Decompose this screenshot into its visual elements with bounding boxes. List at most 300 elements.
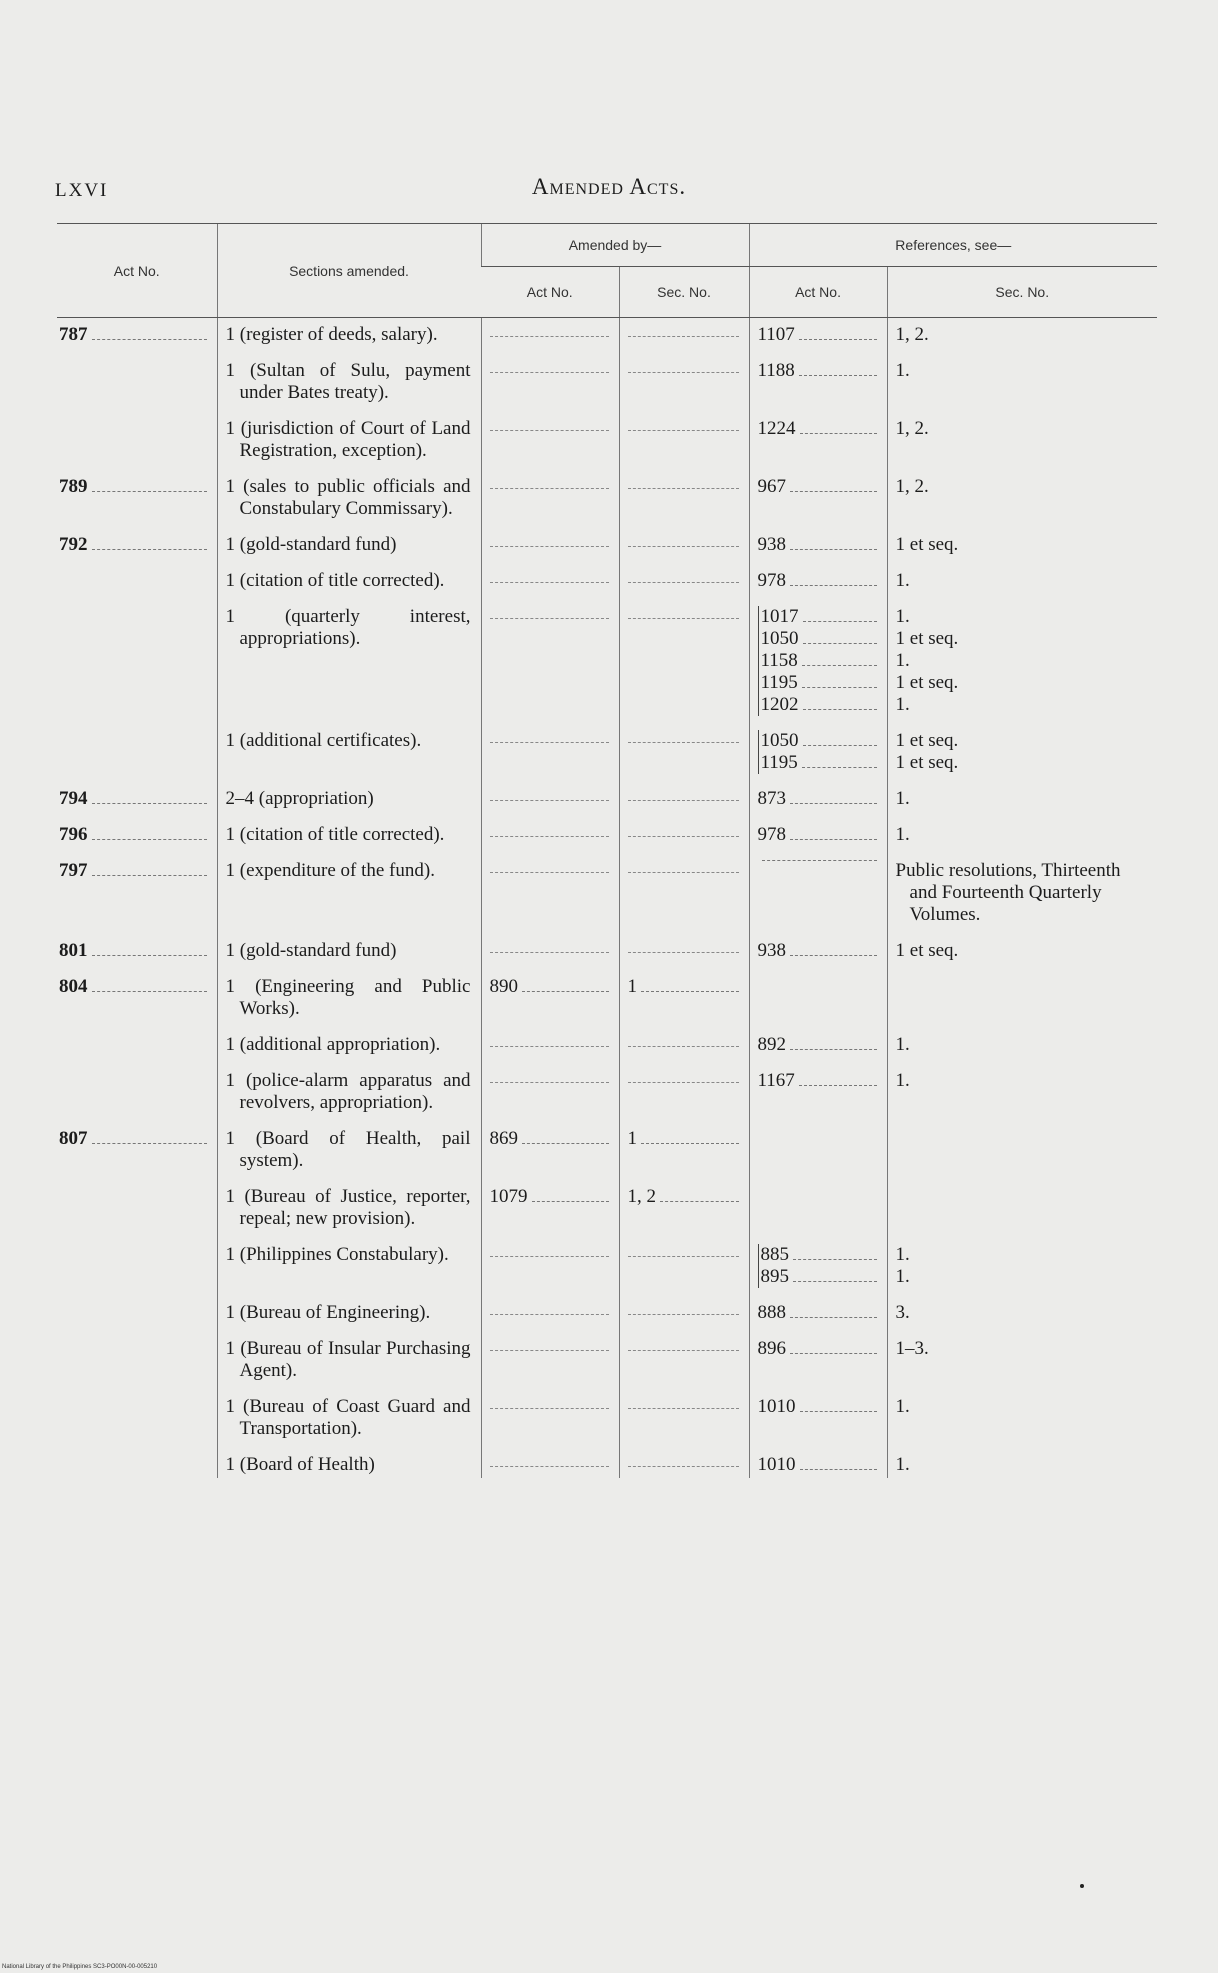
leader-dots: [790, 585, 877, 586]
ref-sec-cell: [887, 1332, 1157, 1390]
leader-dots: [802, 687, 877, 688]
ref-act-number: 1050: [760, 628, 799, 649]
section-amended-cell: [217, 854, 481, 934]
leader-dots: [799, 1085, 877, 1086]
ref-act-number: 1202: [760, 694, 799, 715]
amended-act-cell: [481, 1180, 619, 1238]
act-number-cell: [57, 1332, 217, 1390]
amended-act-cell: [481, 782, 619, 818]
leader-dots: [762, 860, 877, 861]
amended-sec-cell: [619, 818, 749, 854]
act-number: 789: [59, 476, 88, 497]
dashed-blank: [490, 788, 609, 801]
section-amended-text: 1 (register of deeds, salary).: [225, 324, 438, 345]
section-amended-text: 1 (Bureau of Justice, reporter, repeal; new provision).: [225, 1186, 471, 1229]
amended-sec-cell: [619, 412, 749, 470]
amended-act-cell: [481, 1332, 619, 1390]
dashed-blank: [490, 1454, 609, 1467]
leader-dots: [641, 1143, 739, 1144]
dashed-blank: [628, 418, 739, 431]
ref-act-cell: [749, 1238, 887, 1296]
table-body: [57, 318, 1157, 1479]
section-amended-cell: [217, 528, 481, 564]
ref-sec-number: 1 et seq.: [895, 730, 959, 751]
amended-sec-cell: [619, 970, 749, 1028]
ref-act-number: 895: [760, 1266, 790, 1287]
leader-dots: [92, 1143, 207, 1144]
ref-act-number: 1224: [757, 418, 796, 439]
ref-sec-number: 1.: [895, 360, 910, 381]
leader-dots: [92, 549, 207, 550]
leader-dots: [790, 1317, 877, 1318]
ref-sec-cell: [887, 600, 1157, 724]
dashed-blank: [628, 476, 739, 489]
ref-sec-number: 1.: [895, 1070, 910, 1091]
ref-sec-cell: [887, 1296, 1157, 1332]
leader-dots: [803, 709, 877, 710]
section-amended-cell: [217, 1390, 481, 1448]
ref-sec-cell: [887, 1122, 1157, 1180]
ref-sec-number: 1.: [895, 1244, 910, 1265]
amended-act-cell: [481, 934, 619, 970]
ref-sec-number: 1.: [895, 1034, 910, 1055]
dashed-blank: [490, 1338, 609, 1351]
reference-note: Public resolutions, Thirteenth and Fourteenth Quarterly Volumes.: [895, 860, 1121, 925]
dashed-blank: [490, 476, 609, 489]
ref-act-number: 938: [757, 940, 787, 961]
amended-sec-cell: [619, 470, 749, 528]
dashed-blank: [628, 730, 739, 743]
leader-dots: [790, 839, 877, 840]
ref-act-cell: [749, 818, 887, 854]
act-number-cell: [57, 1180, 217, 1238]
ref-act-cell: [749, 1390, 887, 1448]
act-number-cell: [57, 1064, 217, 1122]
amended-act-cell: [481, 318, 619, 355]
ref-act-number: 1107: [757, 324, 795, 345]
section-amended-text: 1 (Board of Health, pail system).: [225, 1128, 471, 1171]
table-row: [57, 354, 1157, 412]
dashed-blank: [490, 730, 609, 743]
dashed-blank: [628, 534, 739, 547]
amended-act-cell: [481, 724, 619, 782]
amended-act-cell: [481, 1390, 619, 1448]
ref-sec-cell: [887, 1238, 1157, 1296]
section-amended-cell: [217, 782, 481, 818]
ref-sec-number: 1 et seq.: [895, 628, 959, 649]
leader-dots: [92, 955, 207, 956]
dashed-blank: [490, 570, 609, 583]
leader-dots: [790, 803, 877, 804]
act-number: 807: [59, 1128, 88, 1149]
dashed-blank: [628, 324, 739, 337]
amended-sec-cell: [619, 1028, 749, 1064]
act-number: 794: [59, 788, 88, 809]
dashed-blank: [628, 606, 739, 619]
table-row: [57, 1180, 1157, 1238]
section-amended-text: 1 (citation of title corrected).: [225, 570, 445, 591]
amended-sec-cell: [619, 1064, 749, 1122]
dashed-blank: [490, 1070, 609, 1083]
ref-act-cell: [749, 934, 887, 970]
section-amended-text: 1 (Sultan of Sulu, payment under Bates treaty).: [225, 360, 471, 403]
dashed-blank: [628, 360, 739, 373]
dashed-blank: [628, 570, 739, 583]
act-number: 787: [59, 324, 88, 345]
table-row: [57, 1122, 1157, 1180]
section-amended-cell: [217, 1448, 481, 1478]
ref-sec-cell: [887, 1028, 1157, 1064]
amended-act-cell: [481, 528, 619, 564]
amended-sec-cell: [619, 724, 749, 782]
section-amended-cell: [217, 354, 481, 412]
leader-dots: [803, 643, 877, 644]
leader-dots: [92, 839, 207, 840]
table-row: [57, 854, 1157, 934]
leader-dots: [92, 339, 207, 340]
ref-act-number: 1195: [760, 672, 798, 693]
ref-act-cell: [749, 1028, 887, 1064]
act-number-cell: [57, 564, 217, 600]
ref-sec-number: 1.: [895, 570, 910, 591]
leader-dots: [522, 1143, 609, 1144]
act-number: 792: [59, 534, 88, 555]
section-amended-cell: [217, 818, 481, 854]
dashed-blank: [628, 1396, 739, 1409]
table-row: [57, 1296, 1157, 1332]
header-amended-by: Amended by—: [481, 224, 749, 267]
dashed-blank: [628, 1244, 739, 1257]
ref-act-cell: [749, 470, 887, 528]
amended-sec-cell: [619, 1296, 749, 1332]
amended-sec-cell: [619, 600, 749, 724]
leader-dots: [799, 375, 877, 376]
table-row: [57, 1448, 1157, 1478]
leader-dots: [641, 991, 739, 992]
page-folio: LXVI: [55, 180, 109, 201]
ref-sec-cell: [887, 724, 1157, 782]
section-amended-cell: [217, 1028, 481, 1064]
ref-sec-number: 1 et seq.: [895, 752, 959, 773]
amended-act-cell: [481, 470, 619, 528]
ink-speck: [1080, 1884, 1084, 1888]
amended-act-cell: [481, 412, 619, 470]
ref-act-number: 1010: [757, 1396, 796, 1417]
leader-dots: [803, 745, 877, 746]
leader-dots: [802, 767, 877, 768]
amended-act-cell: [481, 1064, 619, 1122]
amended-act-cell: [481, 818, 619, 854]
dashed-blank: [628, 940, 739, 953]
act-number-cell: [57, 970, 217, 1028]
table-row: [57, 1238, 1157, 1296]
amended-sec-cell: [619, 528, 749, 564]
ref-act-number: 1167: [757, 1070, 795, 1091]
section-amended-cell: [217, 1238, 481, 1296]
amended-acts-table: [57, 223, 1157, 1478]
footer-credit: National Library of the Philippines SC3-PO00N-00-005210: [2, 1964, 158, 1970]
act-number-cell: [57, 1390, 217, 1448]
header-ref-act-no: Act No.: [749, 267, 887, 318]
amended-sec-cell: [619, 782, 749, 818]
act-number-cell: [57, 1028, 217, 1064]
act-number-cell: [57, 1122, 217, 1180]
section-amended-cell: [217, 600, 481, 724]
act-number-cell: [57, 1296, 217, 1332]
dashed-blank: [628, 860, 739, 873]
leader-dots: [92, 875, 207, 876]
amended-sec-cell: [619, 934, 749, 970]
amended-act-number: 869: [489, 1128, 518, 1149]
ref-act-cell: [749, 724, 887, 782]
section-amended-text: 1 (Engineering and Public Works).: [225, 976, 471, 1019]
leader-dots: [522, 991, 609, 992]
leader-dots: [790, 1049, 877, 1050]
section-amended-text: 1 (gold-standard fund): [225, 940, 397, 961]
ref-sec-number: 1.: [895, 824, 910, 845]
dashed-blank: [490, 1034, 609, 1047]
dashed-blank: [490, 1244, 609, 1257]
amended-sec-cell: [619, 1238, 749, 1296]
amended-sec-cell: [619, 354, 749, 412]
amended-act-cell: [481, 854, 619, 934]
ref-sec-number: 1, 2.: [895, 324, 929, 345]
amended-act-cell: [481, 1296, 619, 1332]
section-amended-cell: [217, 318, 481, 355]
ref-act-number: 978: [757, 824, 787, 845]
amended-sec-cell: [619, 854, 749, 934]
ref-sec-cell: [887, 1180, 1157, 1238]
ref-sec-cell: [887, 970, 1157, 1028]
table-row: [57, 1332, 1157, 1390]
ref-sec-cell: [887, 934, 1157, 970]
ref-act-cell: [749, 1180, 887, 1238]
ref-sec-cell: [887, 318, 1157, 355]
table-row: [57, 600, 1157, 724]
ref-act-cell: [749, 354, 887, 412]
ref-sec-number: 1.: [895, 1396, 910, 1417]
dashed-blank: [490, 860, 609, 873]
amended-act-cell: [481, 1448, 619, 1478]
ref-sec-number: 1.: [895, 606, 910, 627]
section-amended-text: 2–4 (appropriation): [225, 788, 374, 809]
ref-act-number: 1010: [757, 1454, 796, 1475]
ref-act-number: 1050: [760, 730, 799, 751]
ref-sec-number: 1, 2.: [895, 418, 929, 439]
header-references: References, see—: [749, 224, 1157, 267]
ref-sec-cell: [887, 412, 1157, 470]
ref-act-cell: [749, 1064, 887, 1122]
ref-sec-cell: [887, 1390, 1157, 1448]
ref-act-cell: [749, 854, 887, 934]
section-amended-cell: [217, 412, 481, 470]
header-sections-amended: Sections amended.: [217, 224, 481, 318]
ref-act-cell: [749, 600, 887, 724]
amended-act-number: 1079: [489, 1186, 528, 1207]
section-amended-cell: [217, 724, 481, 782]
ref-sec-cell: [887, 1064, 1157, 1122]
ref-act-cell: [749, 528, 887, 564]
ref-sec-number: 1.: [895, 694, 910, 715]
amended-sec-cell: [619, 1122, 749, 1180]
ref-sec-cell: [887, 1448, 1157, 1478]
act-number-cell: [57, 934, 217, 970]
section-amended-text: 1 (sales to public officials and Constabulary Commissary).: [225, 476, 471, 519]
section-amended-cell: [217, 1180, 481, 1238]
act-number-cell: [57, 318, 217, 355]
section-amended-cell: [217, 564, 481, 600]
ref-act-number: 888: [757, 1302, 787, 1323]
amended-sec-cell: [619, 1448, 749, 1478]
dashed-blank: [628, 1454, 739, 1467]
amended-sec-cell: [619, 1332, 749, 1390]
section-amended-text: 1 (expenditure of the fund).: [225, 860, 435, 881]
ref-act-cell: [749, 1296, 887, 1332]
table-row: [57, 818, 1157, 854]
leader-dots: [803, 621, 877, 622]
dashed-blank: [490, 940, 609, 953]
ref-act-cell: [749, 1332, 887, 1390]
ref-sec-number: 1 et seq.: [895, 940, 959, 961]
ref-act-cell: [749, 782, 887, 818]
act-number-cell: [57, 600, 217, 724]
dashed-blank: [490, 418, 609, 431]
act-number-cell: [57, 354, 217, 412]
leader-dots: [92, 803, 207, 804]
ref-act-cell: [749, 970, 887, 1028]
ref-act-number: 885: [760, 1244, 790, 1265]
section-amended-text: 1 (quarterly interest, appropriations).: [225, 606, 471, 649]
section-amended-cell: [217, 934, 481, 970]
table-row: [57, 564, 1157, 600]
section-amended-cell: [217, 1122, 481, 1180]
section-amended-text: 1 (police-alarm apparatus and revolvers, appropriation).: [225, 1070, 471, 1113]
dashed-blank: [628, 1070, 739, 1083]
ref-sec-cell: [887, 564, 1157, 600]
section-amended-text: 1 (Board of Health): [225, 1454, 375, 1475]
amended-sec-cell: [619, 1180, 749, 1238]
act-number-cell: [57, 528, 217, 564]
leader-dots: [799, 339, 877, 340]
dashed-blank: [628, 824, 739, 837]
ref-sec-number: 1 et seq.: [895, 672, 959, 693]
leader-dots: [790, 549, 877, 550]
leader-dots: [790, 955, 877, 956]
dashed-blank: [490, 824, 609, 837]
act-number-cell: [57, 724, 217, 782]
dashed-blank: [490, 1302, 609, 1315]
ref-sec-number: 1.: [895, 1454, 910, 1475]
leader-dots: [92, 491, 207, 492]
leader-dots: [92, 991, 207, 992]
ref-sec-number: 1.: [895, 788, 910, 809]
ref-act-number: 1195: [760, 752, 798, 773]
leader-dots: [800, 1469, 877, 1470]
section-amended-cell: [217, 1332, 481, 1390]
dashed-blank: [490, 606, 609, 619]
ref-act-number: 938: [757, 534, 787, 555]
table-row: [57, 1028, 1157, 1064]
ref-act-cell: [749, 412, 887, 470]
header-act-no: Act No.: [57, 224, 217, 318]
section-amended-cell: [217, 1296, 481, 1332]
amended-act-cell: [481, 600, 619, 724]
table-row: [57, 528, 1157, 564]
ref-sec-number: 1, 2.: [895, 476, 929, 497]
ref-sec-cell: [887, 818, 1157, 854]
ref-act-cell: [749, 564, 887, 600]
ref-sec-cell: [887, 470, 1157, 528]
leader-dots: [532, 1201, 609, 1202]
leader-dots: [790, 491, 877, 492]
dashed-blank: [490, 1396, 609, 1409]
table-row: [57, 782, 1157, 818]
ref-sec-number: 1 et seq.: [895, 534, 959, 555]
section-amended-text: 1 (additional certificates).: [225, 730, 422, 751]
amended-act-cell: [481, 354, 619, 412]
section-amended-cell: [217, 970, 481, 1028]
ref-act-number: 896: [757, 1338, 787, 1359]
leader-dots: [660, 1201, 739, 1202]
amended-sec-cell: [619, 318, 749, 355]
table-row: [57, 470, 1157, 528]
header-amended-sec-no: Sec. No.: [619, 267, 749, 318]
ref-act-number: 978: [757, 570, 787, 591]
act-number: 801: [59, 940, 88, 961]
amended-sec-cell: [619, 1390, 749, 1448]
leader-dots: [790, 1353, 877, 1354]
act-number-cell: [57, 470, 217, 528]
section-amended-cell: [217, 1064, 481, 1122]
ref-act-number: 967: [757, 476, 787, 497]
dashed-blank: [628, 1034, 739, 1047]
amended-sec-number: 1, 2: [627, 1186, 656, 1207]
amended-act-cell: [481, 1122, 619, 1180]
amended-act-cell: [481, 564, 619, 600]
section-amended-text: 1 (citation of title corrected).: [225, 824, 445, 845]
dashed-blank: [628, 1302, 739, 1315]
amended-sec-cell: [619, 564, 749, 600]
section-amended-cell: [217, 470, 481, 528]
act-number-cell: [57, 818, 217, 854]
act-number-cell: [57, 1238, 217, 1296]
act-number-cell: [57, 1448, 217, 1478]
act-number: 797: [59, 860, 88, 881]
amended-sec-number: 1: [627, 1128, 637, 1149]
section-amended-text: 1 (Bureau of Coast Guard and Transportation).: [225, 1396, 471, 1439]
section-amended-text: 1 (additional appropriation).: [225, 1034, 441, 1055]
section-amended-text: 1 (Philippines Constabulary).: [225, 1244, 449, 1265]
ref-sec-number: 1.: [895, 650, 910, 671]
amended-act-cell: [481, 1028, 619, 1064]
table-row: [57, 412, 1157, 470]
leader-dots: [800, 1411, 877, 1412]
leader-dots: [793, 1259, 877, 1260]
header-amended-act-no: Act No.: [481, 267, 619, 318]
act-number-cell: [57, 412, 217, 470]
amended-act-cell: [481, 1238, 619, 1296]
section-amended-text: 1 (Bureau of Insular Purchasing Agent).: [225, 1338, 471, 1381]
header-ref-sec-no: Sec. No.: [887, 267, 1157, 318]
ref-act-cell: [749, 1122, 887, 1180]
act-number: 796: [59, 824, 88, 845]
act-number-cell: [57, 782, 217, 818]
table-row: [57, 934, 1157, 970]
ref-act-number: 1158: [760, 650, 798, 671]
leader-dots: [802, 665, 877, 666]
section-amended-text: 1 (jurisdiction of Court of Land Registration, exception).: [225, 418, 471, 461]
ref-act-cell: [749, 318, 887, 355]
